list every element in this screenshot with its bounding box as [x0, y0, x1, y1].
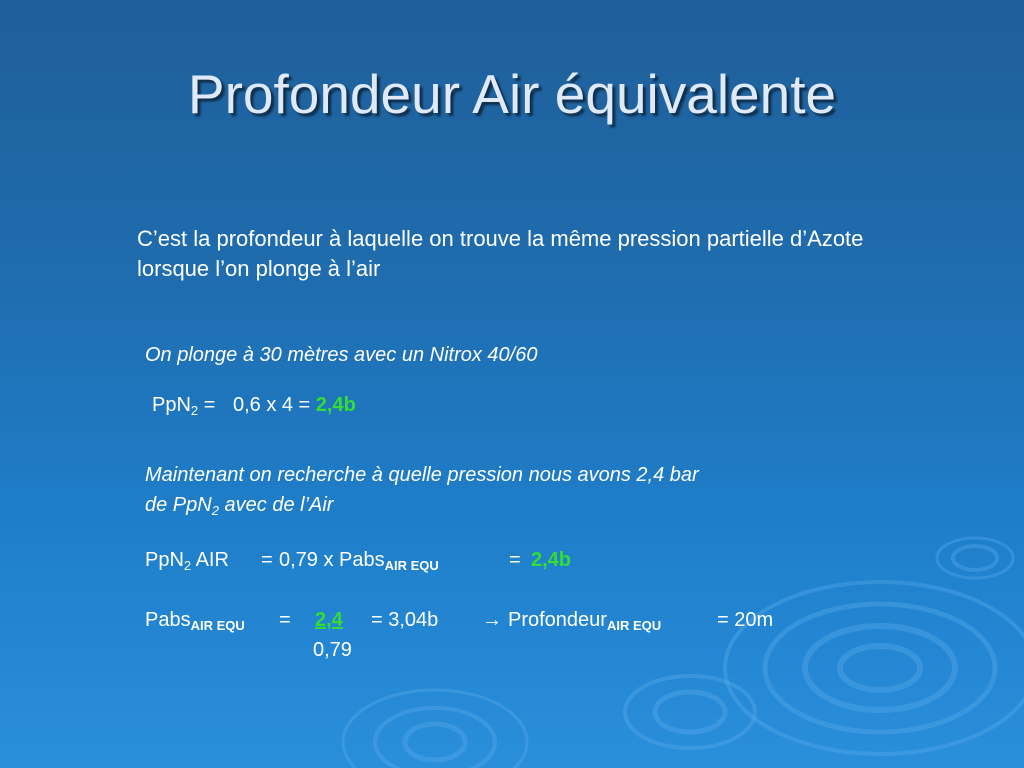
search-statement-line2	[145, 492, 333, 518]
slide-title: Profondeur Air équivalente	[187, 63, 837, 125]
example-statement: On plonge à 30 mètres avec un Nitrox 40/60	[145, 344, 538, 366]
equation-ppn2-air	[145, 547, 645, 577]
eq1-lhs-sub: 2	[190, 403, 199, 418]
eq2-lhs-sub: 2	[183, 558, 192, 573]
eq2-expression: 0,79 x Pabs	[279, 549, 385, 571]
eq3-depth-label: Profondeur	[508, 609, 607, 631]
search-statement-line1: Maintenant on recherche à quelle pression nous avons 2,4 bar	[145, 464, 699, 486]
eq3-depth-value: = 20m	[717, 609, 774, 631]
eq2-expression-sub: AIR EQU	[384, 558, 439, 573]
search-line2-sub: 2	[211, 503, 219, 518]
eq2-lhs-group	[145, 547, 229, 573]
search-line2-prefix: de PpN	[145, 494, 212, 516]
eq1-expression: 0,6 x 4 =	[232, 394, 311, 416]
eq3-depth-group	[508, 607, 661, 633]
eq3-numerator: 2,4	[315, 609, 343, 631]
arrow-right-icon: →	[482, 609, 502, 631]
eq2-result: 2,4b	[531, 549, 572, 571]
eq3-result: = 3,04b	[371, 609, 439, 631]
eq1-result: 2,4b	[315, 394, 356, 416]
intro-text: C’est la profondeur à laquelle on trouve la même pression partielle d’Azote lorsque l’on plonge à l’air	[137, 226, 864, 281]
eq2-expression-group	[279, 547, 439, 573]
eq1-lhs: PpN	[152, 394, 191, 416]
eq1-equals: =	[203, 394, 216, 416]
eq2-lhs: PpN	[145, 549, 184, 571]
eq3-denominator: 0,79	[313, 639, 352, 661]
eq3-equals: =	[279, 609, 291, 631]
eq3-depth-sub: AIR EQU	[606, 618, 662, 633]
eq3-lhs: Pabs	[145, 609, 191, 631]
eq2-lhs-tail: AIR	[195, 549, 229, 571]
search-line2-suffix: avec de l’Air	[224, 494, 334, 516]
equation-ppn2-nitrox	[152, 392, 356, 418]
equation-pabs-air-equ	[145, 607, 845, 667]
eq3-lhs-sub: AIR EQU	[190, 618, 245, 633]
eq3-lhs-group	[145, 607, 245, 633]
eq2-equals-2: =	[509, 549, 521, 571]
eq2-equals: =	[261, 549, 273, 571]
